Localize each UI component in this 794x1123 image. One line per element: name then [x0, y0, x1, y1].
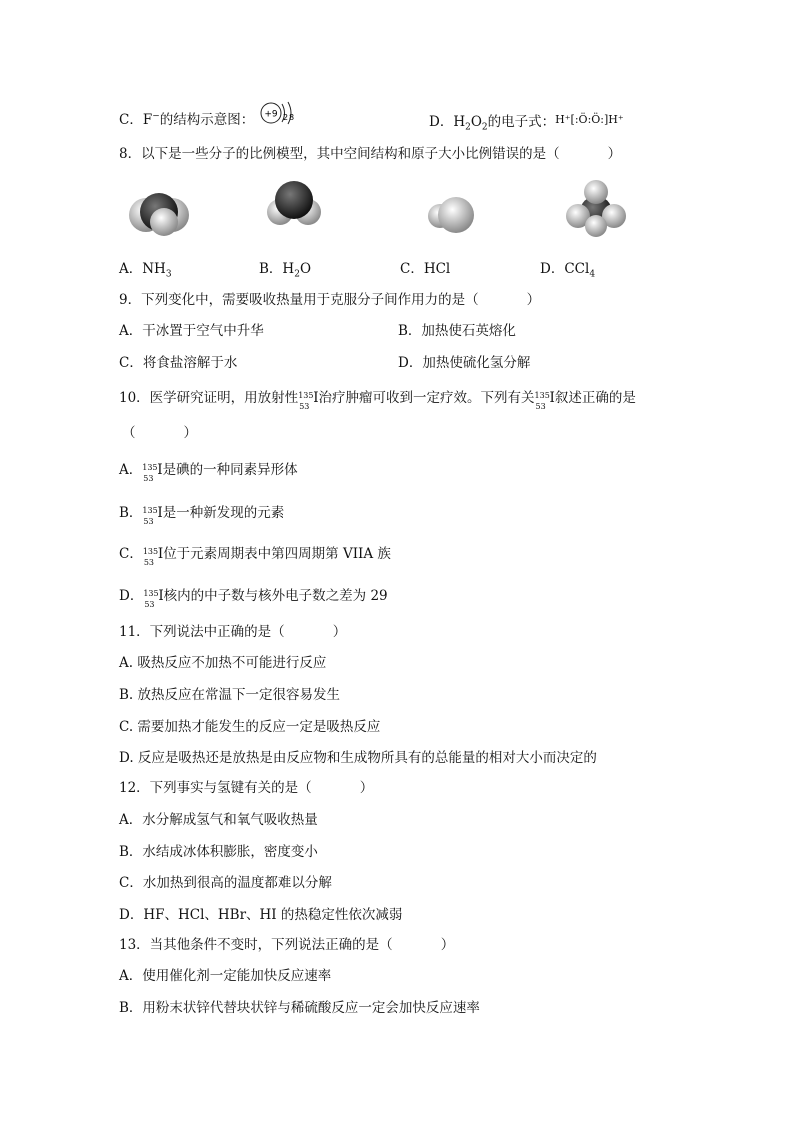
q13-stem-text: 13．当其他条件不变时，下列说法正确的是（ — [119, 937, 393, 953]
q9-option-a: A．干冰置于空气中升华 — [119, 323, 264, 339]
f-shell-2: 8 — [289, 113, 295, 122]
f-shell-1: 2 — [283, 113, 289, 122]
q8-option-c — [400, 259, 450, 279]
q9-option-b: B．加热使石英熔化 — [398, 323, 516, 339]
q10-option-b — [119, 503, 285, 526]
q10-paren-open: （ — [122, 425, 136, 441]
q10-stem-c: 叙述正确的是 — [554, 390, 636, 406]
q10-stem-b: 治疗肿瘤可收到一定疗效。下列有关 — [318, 390, 535, 406]
q12-stem — [119, 778, 373, 798]
q10-paren — [122, 423, 197, 443]
iso-z: 53 — [299, 402, 310, 411]
q9-stem — [119, 290, 540, 310]
q7-d-text: 的电子式： — [487, 114, 556, 130]
q8-stem — [119, 144, 621, 164]
q13-option-b: B．用粉末状锌代替块状锌与稀硫酸反应一定会加快反应速率 — [119, 1000, 480, 1016]
q8-b-sub: 2 — [294, 269, 300, 280]
iodine-isotope-symbol — [298, 388, 314, 411]
q12-option-b: B．水结成冰体积膨胀，密度变小 — [119, 844, 318, 860]
iso-z: 53 — [143, 474, 154, 483]
q10-a-label: A． — [119, 462, 143, 478]
q8-a-text: A．NH — [119, 261, 166, 277]
q12-option-c: C．水加热到很高的温度都难以分解 — [119, 875, 332, 891]
q11-stem — [119, 622, 346, 642]
q8-d-text: D．CCl — [540, 261, 590, 277]
iso-sym: I — [157, 546, 164, 562]
q8-b-tail: O — [299, 261, 312, 277]
h2o2-electron-formula: H⁺[:Ö:Ö:]H⁺ — [555, 113, 624, 126]
q10-a-text: 是碘的一种同素异形体 — [162, 462, 298, 478]
q13-paren-close: ） — [440, 937, 455, 953]
q8-stem-text: 8．以下是一些分子的比例模型，其中空间结构和原子大小比例错误的是（ — [119, 146, 560, 162]
q10-stem — [119, 388, 636, 411]
q11-option-c: C. 需要加热才能发生的反应一定是吸热反应 — [119, 719, 381, 735]
q9-option-c: C．将食盐溶解于水 — [119, 355, 238, 371]
iso-mass: 135 — [142, 547, 159, 556]
iodine-isotope-symbol — [142, 503, 158, 526]
q10-option-a — [119, 460, 298, 483]
q9-paren-close: ） — [526, 292, 541, 308]
q12-paren-close: ） — [359, 780, 374, 796]
fluoride-structure-diagram — [258, 99, 302, 129]
q10-d-text: 核内的中子数与核外电子数之差为 29 — [163, 588, 388, 604]
q7-d-sub2: 2 — [481, 122, 488, 133]
q10-option-d — [119, 586, 388, 609]
iso-sym: I — [549, 390, 555, 406]
q7-c-label: C．F — [119, 112, 153, 128]
q10-option-c — [119, 544, 391, 567]
q10-stem-a: 10．医学研究证明，用放射性 — [119, 390, 299, 406]
nh3-model-image — [126, 186, 192, 240]
q8-b-text: B．H — [259, 261, 295, 277]
iso-sym: I — [157, 505, 163, 521]
iso-mass: 135 — [142, 463, 158, 472]
iso-mass: 135 — [534, 391, 550, 400]
q10-d-label: D． — [119, 588, 144, 604]
q11-paren-close: ） — [332, 624, 347, 640]
iso-sym: I — [158, 588, 164, 604]
q10-paren-close: ） — [183, 425, 197, 441]
q10-c-label: C． — [119, 546, 143, 562]
q11-option-a: A. 吸热反应不加热不可能进行反应 — [119, 655, 327, 671]
q9-option-d: D．加热使硫化氢分解 — [398, 355, 531, 371]
f-nucleus-charge: +9 — [264, 109, 278, 120]
iodine-isotope-symbol — [534, 388, 550, 411]
q8-paren-close: ） — [607, 146, 622, 162]
iso-mass: 135 — [142, 506, 158, 515]
iso-sym: I — [313, 390, 319, 406]
iso-z: 53 — [535, 402, 546, 411]
q7-d-mid: O — [470, 114, 482, 130]
iso-z: 53 — [144, 600, 155, 609]
q8-c-text: C．HCl — [400, 261, 451, 277]
q11-option-b: B. 放热反应在常温下一定很容易发生 — [119, 687, 341, 703]
iso-sym: I — [157, 462, 163, 478]
iso-mass: 135 — [143, 589, 159, 598]
q11-option-d: D. 反应是吸热还是放热是由反应物和生成物所具有的总能量的相对大小而决定的 — [119, 750, 597, 766]
q8-option-b — [259, 259, 311, 279]
q8-option-d — [540, 259, 595, 279]
q13-stem — [119, 935, 454, 955]
q9-stem-text: 9．下列变化中，需要吸收热量用于克服分子间作用力的是（ — [119, 292, 479, 308]
iso-z: 53 — [143, 517, 154, 526]
q7-option-c — [119, 110, 254, 130]
iodine-isotope-symbol — [143, 586, 159, 609]
q12-stem-text: 12．下列事实与氢键有关的是（ — [119, 780, 312, 796]
q10-c-text: 位于元素周期表中第四周期第 VIIA 族 — [163, 546, 391, 562]
iso-mass: 135 — [298, 391, 314, 400]
q7-option-d — [429, 110, 624, 132]
iodine-isotope-symbol — [142, 460, 158, 483]
iodine-isotope-symbol — [142, 544, 159, 567]
h2o-model-image — [264, 178, 324, 230]
q7-d-label: D．H — [429, 114, 466, 130]
q8-option-a — [119, 259, 172, 279]
q10-b-label: B． — [119, 505, 143, 521]
iso-z: 53 — [143, 558, 155, 567]
q13-option-a: A．使用催化剂一定能加快反应速率 — [119, 968, 332, 984]
ccl4-model-image — [564, 178, 628, 240]
q11-stem-text: 11．下列说法中正确的是（ — [119, 624, 285, 640]
q7-c-sup: − — [152, 111, 160, 122]
q8-d-sub: 4 — [589, 269, 596, 280]
hcl-model-image — [424, 194, 480, 236]
q8-a-sub: 3 — [165, 269, 172, 280]
q7-c-text: 的结构示意图： — [159, 112, 255, 128]
q7-d-sub1: 2 — [465, 122, 471, 133]
q12-option-a: A．水分解成氢气和氧气吸收热量 — [119, 812, 318, 828]
q10-b-text: 是一种新发现的元素 — [162, 505, 285, 521]
q12-option-d: D．HF、HCl、HBr、HI 的热稳定性依次减弱 — [119, 907, 403, 923]
